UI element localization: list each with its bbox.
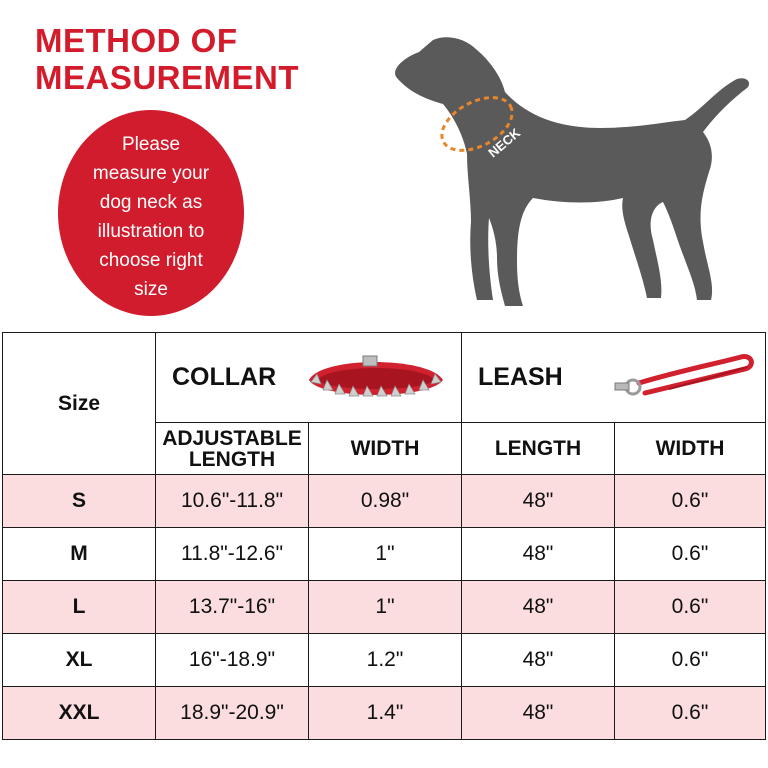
table-row [3, 634, 766, 687]
leash-length-cell: 48" [462, 581, 615, 634]
size-cell: XL [3, 634, 156, 687]
leash-width-cell: 0.6" [615, 581, 766, 634]
neck-label: NECK [485, 125, 524, 161]
instruction-line: dog neck as [99, 192, 203, 213]
leash-length-cell: 48" [462, 687, 615, 740]
adjustable-length-cell: 10.6"-11.8" [156, 475, 309, 528]
leash-width-cell: 0.6" [615, 528, 766, 581]
collar-width-cell: 0.98" [309, 475, 462, 528]
title-line-1: METHOD OF [35, 22, 238, 59]
adjustable-length-cell: 11.8"-12.6" [156, 528, 309, 581]
table-row [3, 581, 766, 634]
collar-group-header [156, 333, 462, 423]
leash-image [609, 345, 755, 413]
leash-width-cell: 0.6" [615, 634, 766, 687]
instruction-text [58, 130, 244, 304]
adjustable-length-cell: 18.9"-20.9" [156, 687, 309, 740]
table-row [3, 687, 766, 740]
table-row [3, 475, 766, 528]
leash-length-cell: 48" [462, 528, 615, 581]
leash-length-cell: 48" [462, 475, 615, 528]
leash-width-cell: 0.6" [615, 687, 766, 740]
adjustable-length-cell: 13.7"-16" [156, 581, 309, 634]
collar-label: COLLAR [172, 363, 277, 391]
leash-group-header [462, 333, 766, 423]
adjustable-length-cell: 16"-18.9" [156, 634, 309, 687]
size-column-header: Size [3, 333, 156, 475]
leash-length-cell: 48" [462, 634, 615, 687]
leash-length-header: LENGTH [462, 423, 615, 475]
collar-width-cell: 1.2" [309, 634, 462, 687]
instruction-line: choose right [99, 250, 203, 271]
instruction-line: size [134, 279, 168, 300]
size-cell: L [3, 581, 156, 634]
dog-silhouette [395, 37, 749, 306]
collar-width-header: WIDTH [309, 423, 462, 475]
leash-width-header: WIDTH [615, 423, 766, 475]
table-row [3, 528, 766, 581]
instruction-line: Please [121, 134, 181, 155]
size-cell: S [3, 475, 156, 528]
length-word: LENGTH [188, 447, 276, 471]
leash-label: LEASH [478, 363, 563, 391]
table-header-row [3, 333, 766, 423]
size-cell: M [3, 528, 156, 581]
instruction-line: illustration to [97, 221, 205, 242]
size-cell: XXL [3, 687, 156, 740]
collar-image [301, 348, 451, 410]
title-line-2: MEASUREMENT [35, 59, 300, 96]
collar-width-cell: 1.4" [309, 687, 462, 740]
dog-illustration [385, 30, 755, 320]
adjustable-word: ADJUSTABLE [162, 426, 302, 450]
collar-width-cell: 1" [309, 528, 462, 581]
collar-width-cell: 1" [309, 581, 462, 634]
instruction-line: measure your [92, 163, 210, 184]
adjustable-length-header [156, 423, 309, 475]
leash-width-cell: 0.6" [615, 475, 766, 528]
size-chart-table [2, 332, 766, 740]
page-title [35, 22, 299, 96]
